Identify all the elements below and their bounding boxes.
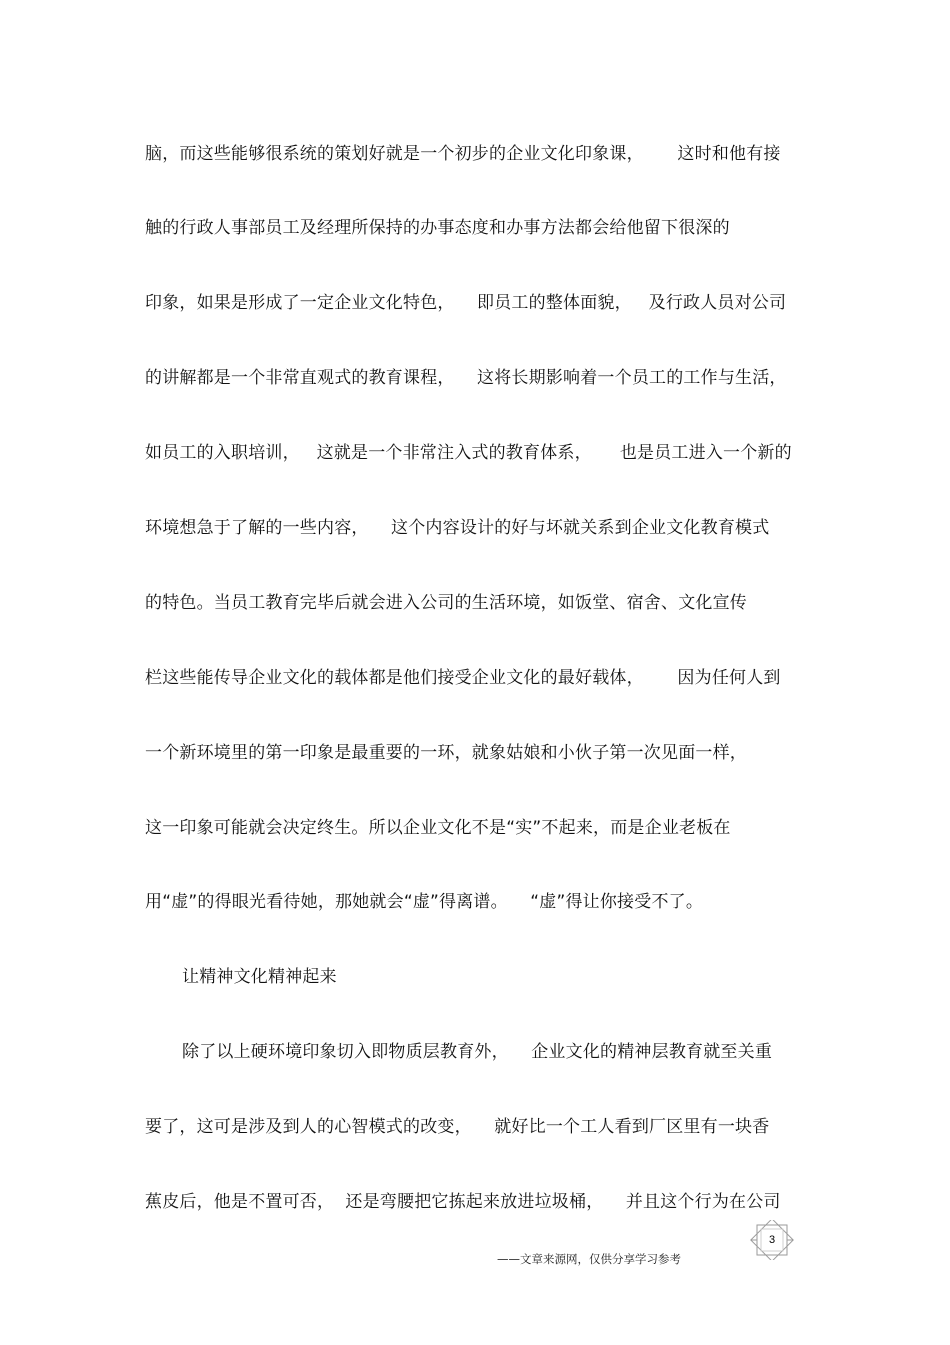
page-number: 3 [768, 1234, 776, 1246]
body-line-4: 的讲解都是一个非常直观式的教育课程， 这将长期影响着一个员工的工作与生活， [145, 368, 787, 388]
body-line-6: 环境想急于了解的一些内容， 这个内容设计的好与坏就关系到企业文化教育模式 [145, 518, 770, 538]
body-line-8: 栏这些能传导企业文化的载体都是他们接受企业文化的最好载体， 因为任何人到 [145, 668, 781, 688]
body-line-2: 触的行政人事部员工及经理所保持的办事态度和办事方法都会给他留下很深的 [145, 218, 730, 238]
body-line-14: 要了，这可是涉及到人的心智模式的改变， 就好比一个工人看到厂区里有一块香 [145, 1117, 770, 1137]
body-line-5: 如员工的入职培训， 这就是一个非常注入式的教育体系， 也是员工进入一个新的 [145, 443, 792, 463]
section-heading: 让精神文化精神起来 [182, 967, 337, 987]
body-line-13: 除了以上硬环境印象切入即物质层教育外， 企业文化的精神层教育就至关重 [182, 1042, 773, 1062]
body-line-10: 这一印象可能就会决定终生。所以企业文化不是“实”不起来，而是企业老板在 [145, 818, 731, 838]
source-note: ——文章来源网，仅供分享学习参考 [497, 1252, 681, 1266]
body-line-7: 的特色。当员工教育完毕后就会进入公司的生活环境，如饭堂、宿舍、文化宣传 [145, 593, 747, 613]
body-line-15: 蕉皮后，他是不置可否， 还是弯腰把它拣起来放进垃圾桶， 并且这个行为在公司 [145, 1192, 781, 1212]
body-line-9: 一个新环境里的第一印象是最重要的一环，就象姑娘和小伙子第一次见面一样， [145, 743, 747, 763]
body-line-3: 印象，如果是形成了一定企业文化特色， 即员工的整体面貌， 及行政人员对公司 [145, 293, 787, 313]
body-line-11: 用“虚”的得眼光看待她，那她就会“虚”得离谱。 “虚”得让你接受不了。 [145, 892, 704, 912]
body-line-1: 脑，而这些能够很系统的策划好就是一个初步的企业文化印象课， 这时和他有接 [145, 144, 781, 164]
page-number-badge [749, 1220, 795, 1260]
